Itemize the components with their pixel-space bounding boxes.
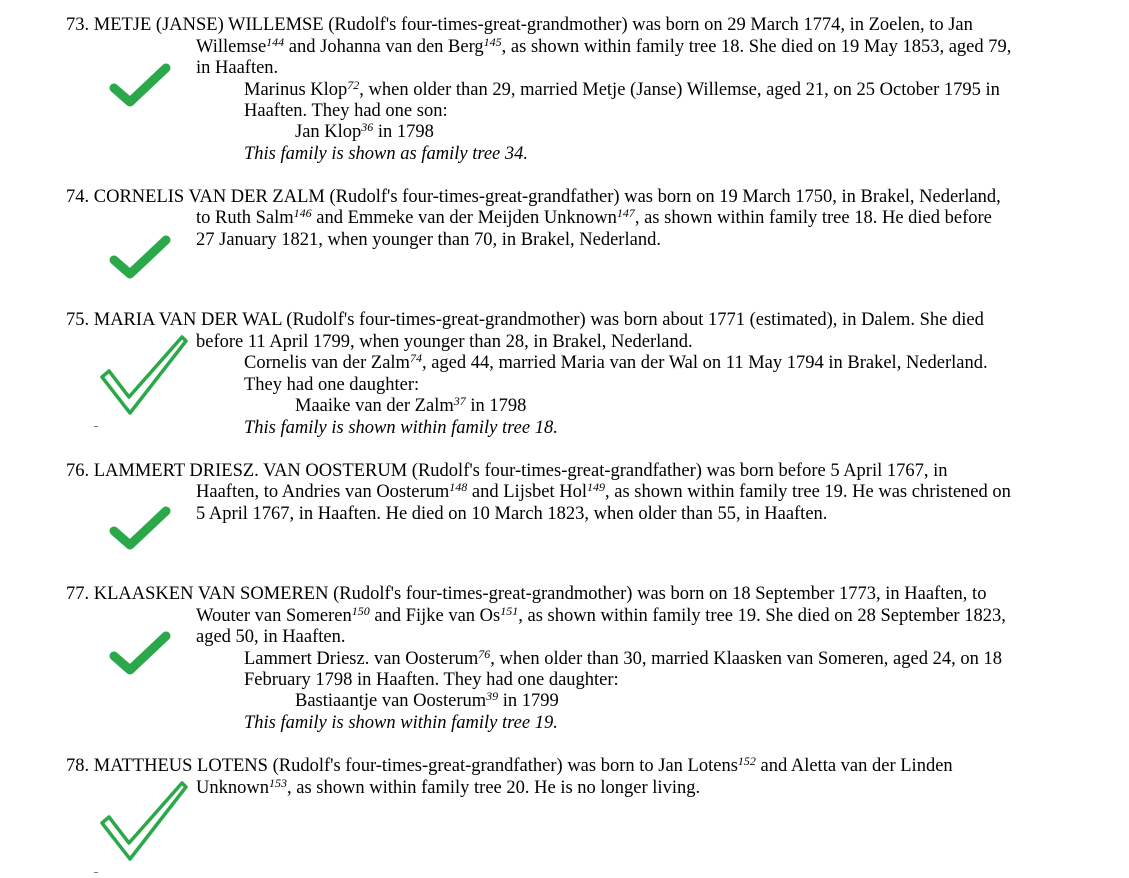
entry-heading: 74. CORNELIS VAN DER ZALM (Rudolf's four-times-great-grandfather) was born on 19 March 1750, in Brakel, Nederland, bbox=[66, 187, 1001, 207]
divider bbox=[94, 426, 98, 427]
family-tree-note: This family is shown within family tree 18. bbox=[244, 418, 558, 438]
entry-text: in Haaften. bbox=[196, 58, 279, 78]
family-tree-note: This family is shown within family tree 19. bbox=[244, 713, 558, 733]
child-text: Maaike van der Zalm$^{37}$ in 1798 bbox=[295, 394, 527, 416]
marriage-text: Cornelis van der Zalm$^{74}$, aged 44, married Maria van der Wal on 11 May 1794 in Brakel, Nederland. bbox=[244, 351, 988, 373]
checkmark-icon bbox=[108, 234, 172, 282]
marriage-text: Marinus Klop$^{72}$, when older than 29, married Metje (Janse) Willemse, aged 21, on 25 October 1795 in bbox=[244, 78, 1000, 100]
marriage-text: Haaften. They had one son: bbox=[244, 101, 448, 121]
child-text: Jan Klop$^{36}$ in 1798 bbox=[295, 120, 434, 142]
checkmark-icon bbox=[108, 630, 172, 678]
entry-text: 5 April 1767, in Haaften. He died on 10 March 1823, when older than 55, in Haaften. bbox=[196, 504, 828, 524]
entry-text: Haaften, to Andries van Oosterum$^{148}$ and Lijsbet Hol$^{149}$, as shown within family tree 19. He was christened on bbox=[196, 480, 1011, 502]
entry-text: Unknown$^{153}$, as shown within family tree 20. He is no longer living. bbox=[196, 776, 701, 798]
checkmark-icon bbox=[108, 505, 172, 553]
marriage-text: Lammert Driesz. van Oosterum$^{76}$, when older than 30, married Klaasken van Someren, aged 24, on 18 bbox=[244, 647, 1002, 669]
entry-text: Willemse$^{144}$ and Johanna van den Berg$^{145}$, as shown within family tree 18. She died on 19 May 1853, aged 79, bbox=[196, 35, 1012, 57]
entry-heading: 76. LAMMERT DRIESZ. VAN OOSTERUM (Rudolf's four-times-great-grandfather) was born before 5 April 1767, in bbox=[66, 461, 948, 481]
marriage-text: February 1798 in Haaften. They had one daughter: bbox=[244, 670, 619, 690]
family-tree-note: This family is shown as family tree 34. bbox=[244, 144, 529, 164]
entry-heading: 75. MARIA VAN DER WAL (Rudolf's four-times-great-grandmother) was born about 1771 (estimated), in Dalem. She died bbox=[66, 310, 984, 330]
entry-text: 27 January 1821, when younger than 70, in Brakel, Nederland. bbox=[196, 230, 661, 250]
checkmark-outline-icon bbox=[96, 779, 192, 865]
entry-text: aged 50, in Haaften. bbox=[196, 627, 346, 647]
entry-text: to Ruth Salm$^{146}$ and Emmeke van der Meijden Unknown$^{147}$, as shown within family tree 18. He died before bbox=[196, 206, 992, 228]
checkmark-outline-icon bbox=[96, 333, 192, 419]
divider bbox=[94, 872, 98, 873]
entry-text: Wouter van Someren$^{150}$ and Fijke van Os$^{151}$, as shown within family tree 19. She died on 28 September 1823, bbox=[196, 604, 1006, 626]
entry-heading: 78. MATTHEUS LOTENS (Rudolf's four-times-great-grandfather) was born to Jan Lotens$^{152}$ and Aletta van der Linden bbox=[66, 754, 953, 776]
entry-heading: 73. METJE (JANSE) WILLEMSE (Rudolf's four-times-great-grandmother) was born on 29 March 1774, in Zoelen, to Jan bbox=[66, 15, 973, 35]
entry-heading: 77. KLAASKEN VAN SOMEREN (Rudolf's four-times-great-grandmother) was born on 18 September 1773, in Haaften, to bbox=[66, 584, 987, 604]
entry-text: before 11 April 1799, when younger than 28, in Brakel, Nederland. bbox=[196, 332, 693, 352]
child-text: Bastiaantje van Oosterum$^{39}$ in 1799 bbox=[295, 689, 559, 711]
marriage-text: They had one daughter: bbox=[244, 375, 420, 395]
checkmark-icon bbox=[108, 62, 172, 110]
